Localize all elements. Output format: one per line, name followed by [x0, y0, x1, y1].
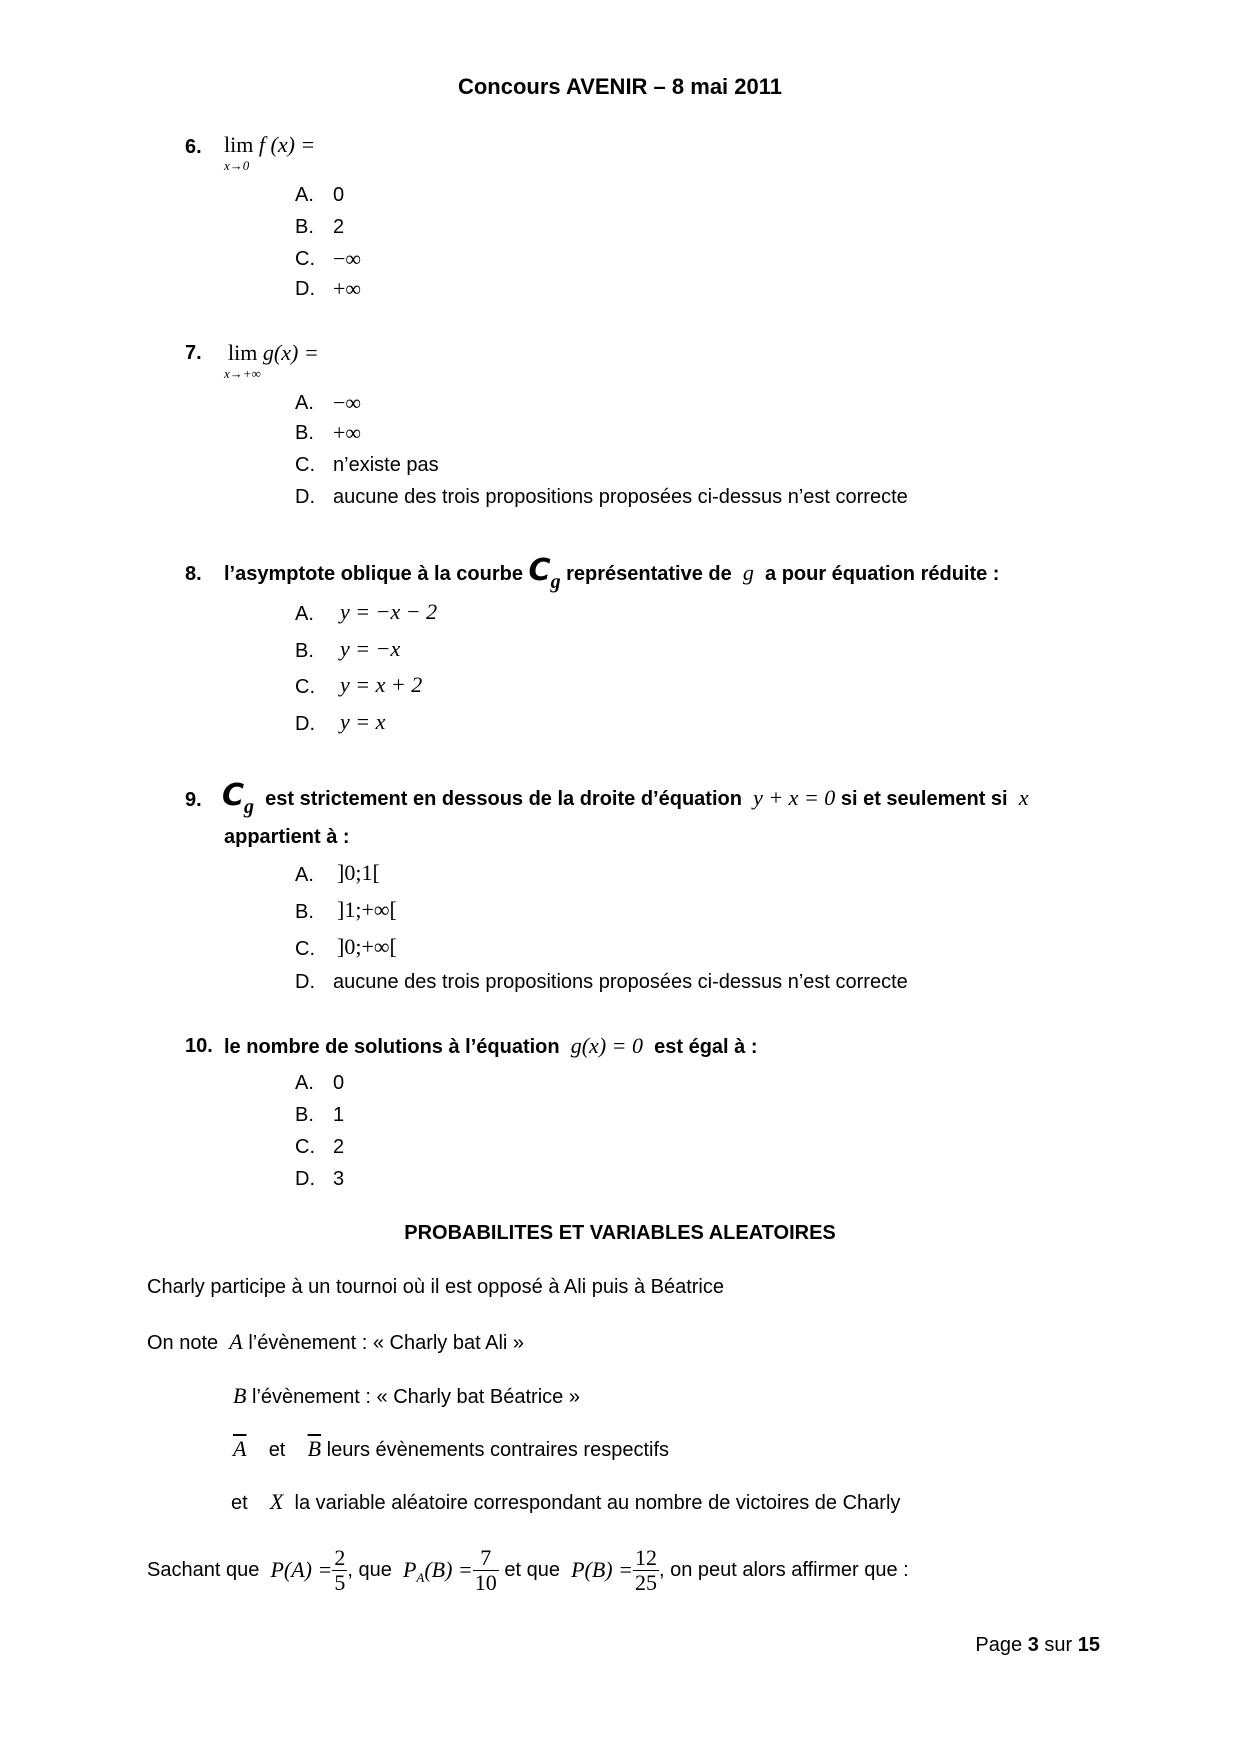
q6-option-d-value: +∞: [333, 276, 362, 301]
q10-statement: [224, 1033, 758, 1059]
q7-option-d-value: aucune des trois propositions proposées ci-dessus n’est correcte: [333, 486, 908, 508]
q9-var: x: [1018, 785, 1029, 810]
q7-option-c-value: n’existe pas: [333, 454, 439, 476]
q6-option-b-value: 2: [333, 216, 345, 238]
q8-option-b-value: y = −x: [340, 636, 401, 661]
q8-text-after: a pour équation réduite :: [765, 563, 1000, 585]
q7-option-b-value: +∞: [333, 420, 362, 445]
q8-option-a-letter: A.: [295, 603, 314, 625]
contrary-events-line: [233, 1436, 669, 1462]
pab-sub: A: [416, 1570, 425, 1585]
q8-option-d-letter: D.: [295, 713, 315, 735]
q8-text-before: l’asymptote oblique à la courbe: [224, 563, 523, 585]
footer-page-num: 3: [1027, 1634, 1039, 1656]
q9-text-before: est strictement en dessous de la droite d’équation: [265, 788, 742, 810]
et-que-label: et que: [504, 1558, 560, 1581]
q9-option-a-letter: A.: [295, 864, 314, 886]
q8-curve-sub: g: [550, 571, 561, 593]
q10-option-b-value: 1: [333, 1104, 345, 1126]
q8-option-c-value: y = x + 2: [340, 672, 423, 697]
event-b-var: B: [233, 1383, 247, 1408]
footer-page-word: Page: [975, 1634, 1023, 1656]
q8-option-c-letter: C.: [295, 676, 315, 698]
q8-option-b-letter: B.: [295, 640, 314, 662]
q6-lim-word: lim: [224, 132, 254, 157]
contraires-text: leurs évènements contraires respectifs: [326, 1439, 669, 1461]
q7-option-b-letter: B.: [295, 422, 314, 444]
random-var-line: [231, 1489, 900, 1515]
q10-option-a-letter: A.: [295, 1072, 314, 1094]
que1-label: , que: [347, 1558, 392, 1581]
pa-lhs: P(A) =: [270, 1557, 333, 1582]
q10-option-c-letter: C.: [295, 1136, 315, 1158]
q6-option-a-value: 0: [333, 184, 345, 206]
pab-fraction: [473, 1546, 499, 1595]
on-note-label: On note: [147, 1332, 219, 1354]
event-a-var: A: [229, 1329, 243, 1354]
q9-option-b-letter: B.: [295, 901, 314, 923]
q9-curve-sub: g: [244, 796, 255, 818]
q9-option-c-letter: C.: [295, 938, 315, 960]
q7-number: 7.: [185, 342, 202, 364]
abar-var: $\overline{A}$: [233, 1436, 247, 1461]
q10-option-d-letter: D.: [295, 1168, 315, 1190]
q10-number: 10.: [185, 1035, 213, 1057]
sachant-label: Sachant que: [147, 1558, 260, 1581]
pab-denominator: 10: [474, 1569, 497, 1595]
q6-number: 6.: [185, 136, 202, 158]
q10-option-c-value: 2: [333, 1136, 345, 1158]
q10-option-b-letter: B.: [295, 1104, 314, 1126]
q7-lim-sub: x→+∞: [224, 366, 261, 381]
q6-expr: f (x) =: [258, 132, 316, 157]
section-intro: Charly participe à un tournoi où il est opposé à Ali puis à Béatrice: [147, 1276, 725, 1298]
q9-option-b-value: ]1;+∞[: [337, 897, 397, 922]
pb-denominator: 25: [634, 1569, 657, 1595]
q9-number: 9.: [185, 789, 202, 811]
q9-option-a-value: ]0;1[: [337, 860, 380, 885]
et2-label: et: [231, 1492, 248, 1514]
conclusion-text: , on peut alors affirmer que :: [658, 1558, 909, 1581]
q7-option-a-value: −∞: [333, 390, 362, 415]
given-probabilities-line: [147, 1538, 909, 1602]
q10-equation: g(x) = 0: [570, 1033, 643, 1058]
q7-option-d-letter: D.: [295, 486, 315, 508]
pb-lhs: P(B) =: [571, 1557, 633, 1582]
footer-total: 15: [1077, 1634, 1100, 1656]
q10-text-after: est égal à :: [654, 1036, 758, 1058]
q7-option-c-letter: C.: [295, 454, 315, 476]
q10-text-before: le nombre de solutions à l’équation: [224, 1036, 560, 1058]
q6-option-c-letter: C.: [295, 248, 315, 270]
q7-expr: g(x) =: [262, 340, 319, 365]
pab-lhs: [403, 1557, 473, 1583]
q9-curve-letter: C: [222, 778, 245, 813]
pa-fraction: [332, 1546, 347, 1595]
q8-curve-letter: C: [528, 553, 551, 588]
q6-option-a-letter: A.: [295, 184, 314, 206]
q6-option-c-value: −∞: [333, 246, 362, 271]
q8-number: 8.: [185, 563, 202, 585]
q8-statement: [224, 553, 1000, 593]
pb-fraction: [633, 1546, 659, 1595]
q9-equation: y + x = 0: [753, 785, 836, 810]
pb-numerator: 12: [634, 1544, 657, 1570]
q7-limit-expression: [224, 340, 319, 381]
q6-option-b-letter: B.: [295, 216, 314, 238]
q8-fn: g: [742, 560, 754, 585]
q8-text-middle: représentative de: [566, 563, 732, 585]
event-b-line: [233, 1383, 580, 1409]
q9-line2: appartient à :: [224, 826, 350, 848]
page-header: Concours AVENIR – 8 mai 2011: [457, 74, 783, 99]
q9-option-c-value: ]0;+∞[: [337, 934, 397, 959]
q8-option-d-value: y = x: [340, 709, 386, 734]
footer-sur-word: sur: [1044, 1634, 1073, 1656]
q9-option-d-letter: D.: [295, 971, 315, 993]
pab-p: P: [402, 1557, 417, 1582]
q10-option-d-value: 3: [333, 1168, 345, 1190]
x-text: la variable aléatoire correspondant au nombre de victoires de Charly: [294, 1492, 901, 1514]
pab-rest: (B) =: [424, 1557, 473, 1582]
page-footer: [975, 1634, 1100, 1657]
event-a-text: l’évènement : « Charly bat Ali »: [248, 1332, 525, 1354]
pa-numerator: 2: [334, 1544, 346, 1570]
q7-option-a-letter: A.: [295, 392, 314, 414]
et1-label: et: [268, 1439, 286, 1461]
q9-statement: [222, 778, 1029, 818]
pab-numerator: 7: [473, 1546, 499, 1571]
q6-lim-sub: x→0: [224, 158, 250, 173]
q6-option-d-letter: D.: [295, 278, 315, 300]
bbar-var: $\overline{B}$: [307, 1436, 322, 1461]
x-var: X: [269, 1489, 284, 1514]
section-title: PROBABILITES ET VARIABLES ALEATOIRES: [404, 1222, 836, 1244]
q10-option-a-value: 0: [333, 1072, 345, 1094]
q9-text-after: si et seulement si: [840, 788, 1008, 810]
pa-denominator: 5: [334, 1569, 346, 1595]
q8-option-a-value: y = −x − 2: [340, 599, 438, 624]
q6-limit-expression: [224, 132, 316, 173]
event-b-text: l’évènement : « Charly bat Béatrice »: [252, 1386, 580, 1408]
q9-option-d-value: aucune des trois propositions proposées ci-dessus n’est correcte: [333, 971, 908, 993]
q7-lim-word: lim: [228, 340, 258, 365]
event-a-line: [147, 1329, 524, 1355]
